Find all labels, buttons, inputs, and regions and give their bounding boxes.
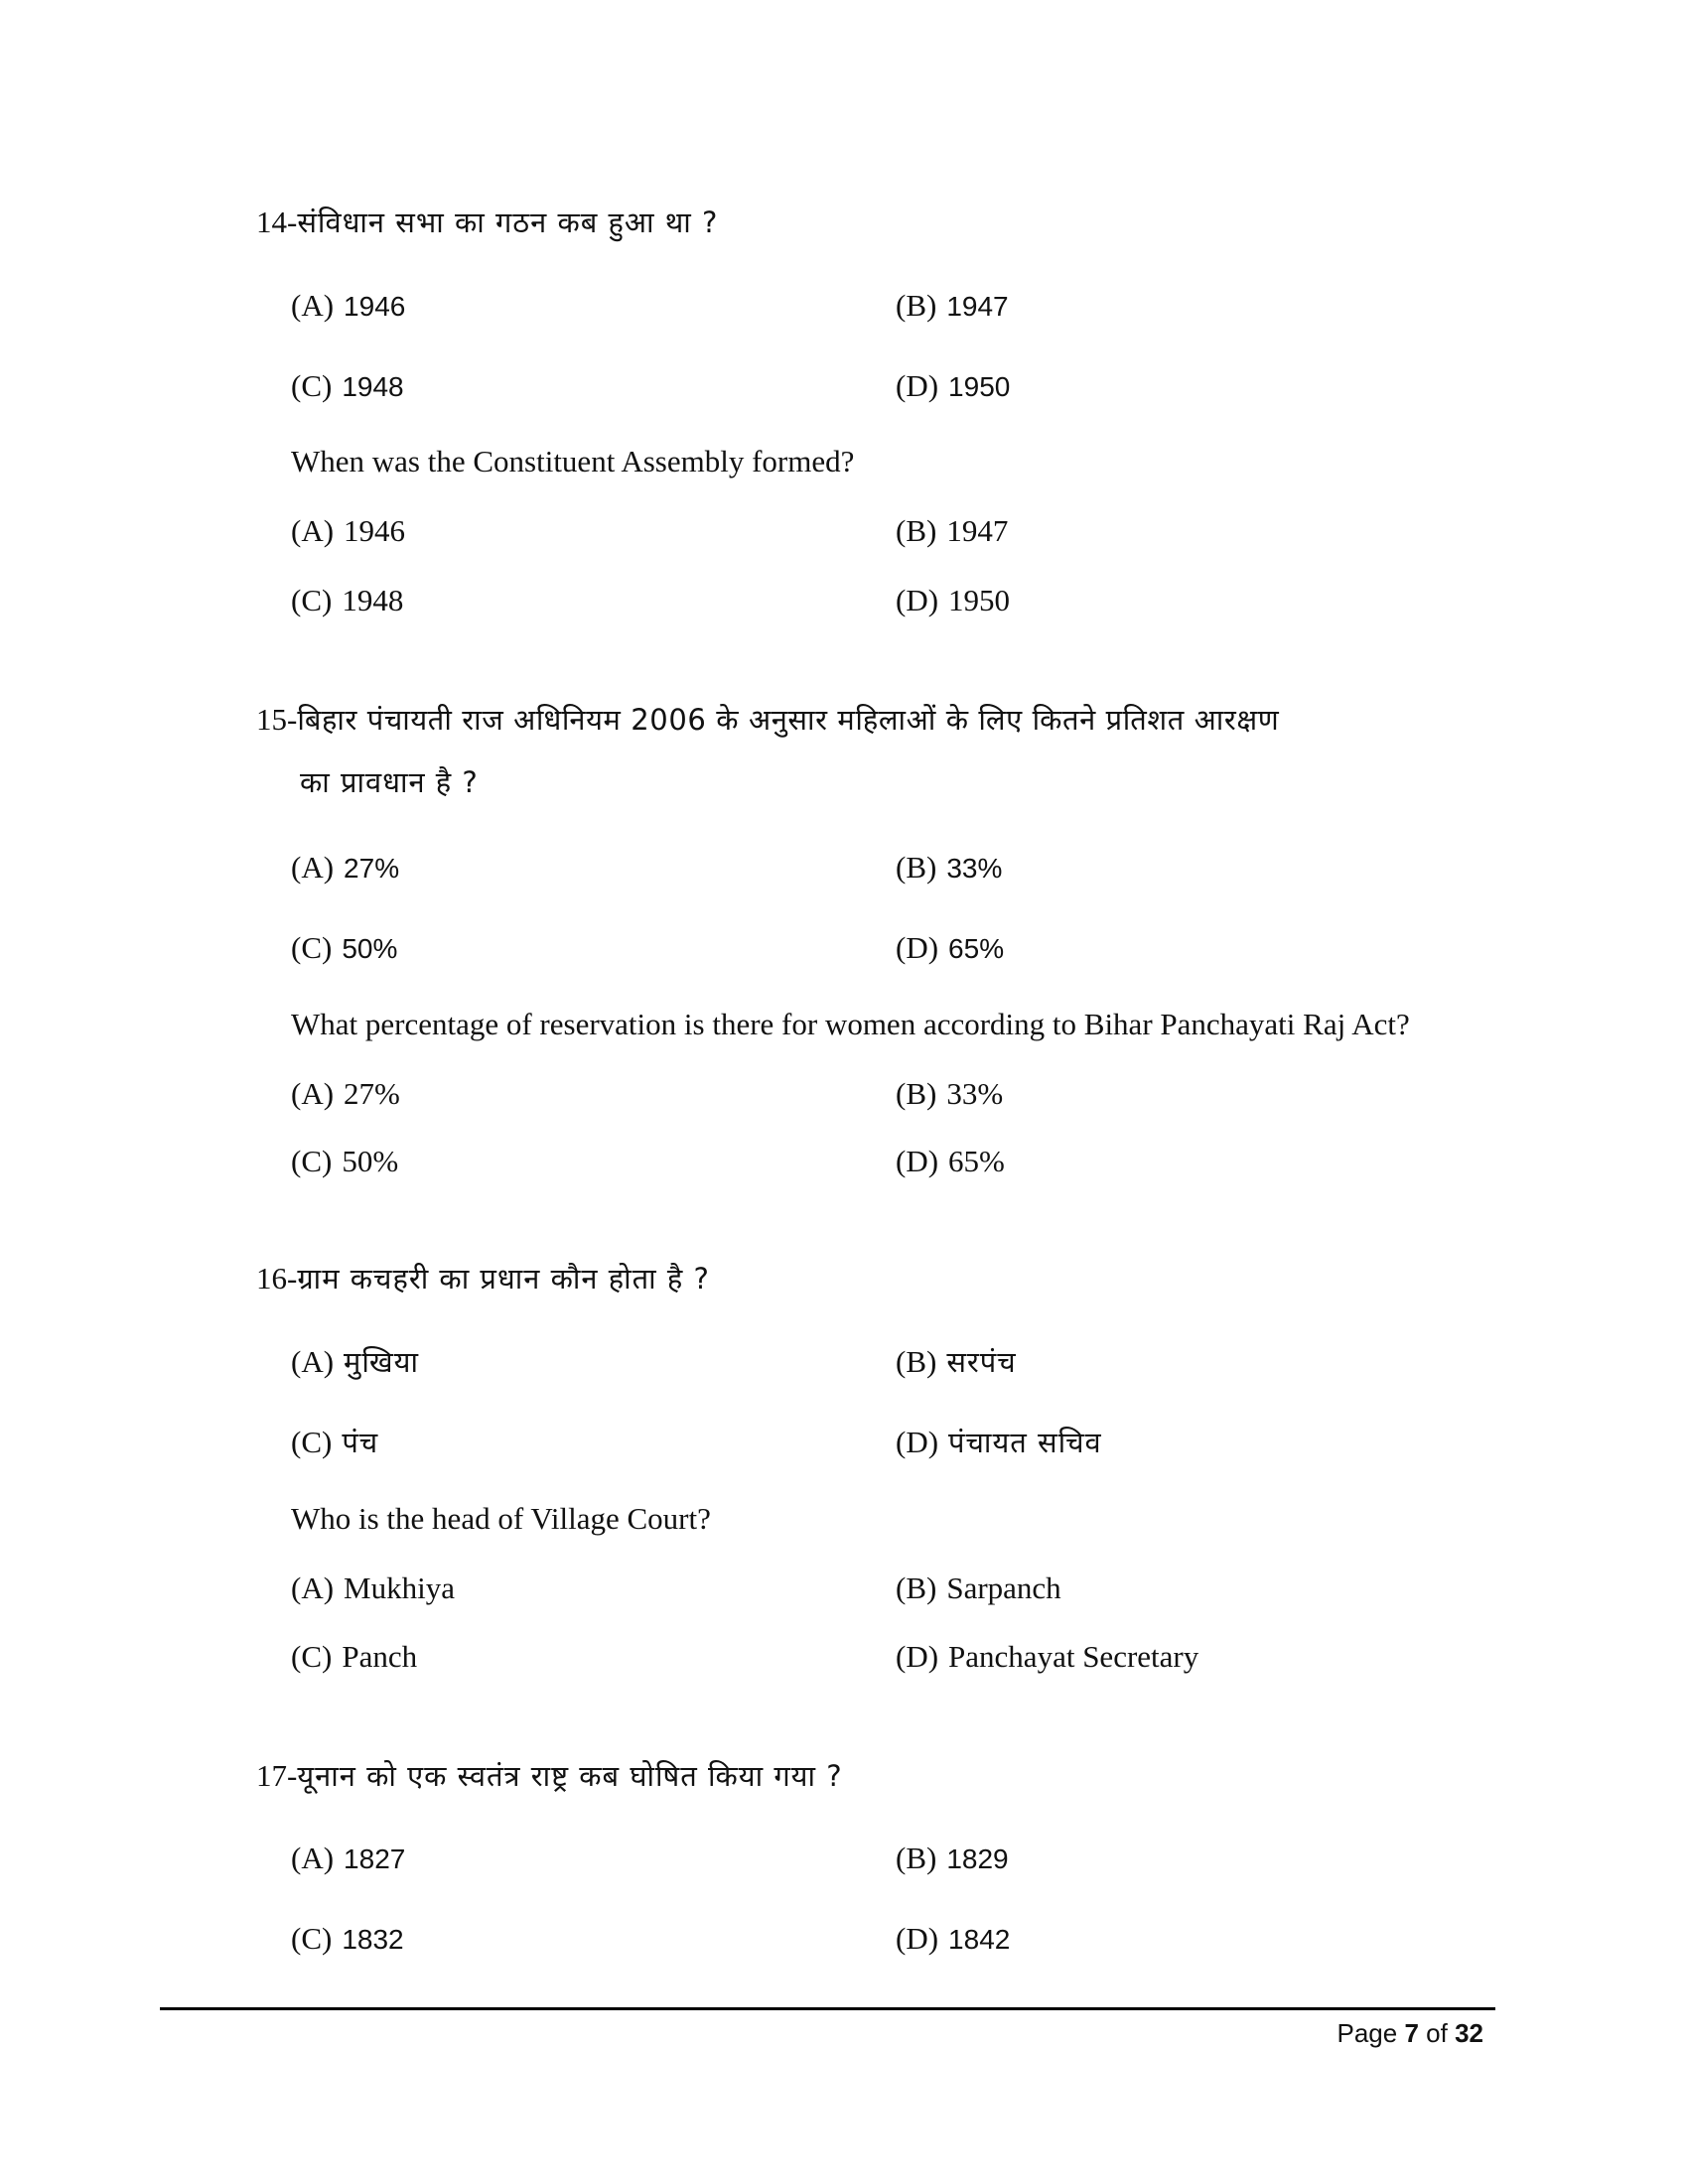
question-16-hindi (256, 1257, 710, 1300)
question-number: 15- (256, 702, 298, 737)
option-c (291, 1917, 404, 1961)
question-14-english: When was the Constituent Assembly formed? (291, 444, 855, 478)
option-part: 1948 (342, 371, 404, 402)
option-a-en (291, 1567, 455, 1610)
option-part: (D) (896, 368, 939, 403)
option-c-en (291, 579, 403, 622)
question-text: बिहार पंचायती राज अधिनियम 2006 के अनुसार महिलाओं के लिए कितने प्रतिशत आरक्षण (297, 703, 1280, 737)
option-part: 1950 (948, 371, 1011, 402)
option-part: Panchayat Secretary (948, 1639, 1199, 1674)
option-part: (C) (291, 1921, 333, 1956)
question-17-hindi (256, 1754, 843, 1798)
option-b-en (896, 1567, 1061, 1610)
option-part: (B) (896, 513, 937, 548)
option-part: पंच (342, 1426, 379, 1459)
question-14-hindi (256, 201, 718, 244)
option-part: (A) (291, 1841, 335, 1875)
option-b (896, 1340, 1017, 1384)
option-part: 65% (948, 1144, 1005, 1178)
option-part: (C) (291, 583, 333, 617)
option-d (896, 1421, 1102, 1464)
question-15-hindi-cont: का प्रावधान है ? (300, 765, 479, 799)
option-part: (B) (896, 288, 937, 323)
option-part: Sarpanch (946, 1570, 1061, 1605)
option-c (291, 364, 404, 408)
option-b-en (896, 509, 1008, 553)
option-part: 32 (1455, 2018, 1483, 2048)
option-part: 1829 (946, 1843, 1009, 1874)
option-part: (A) (291, 1570, 335, 1605)
option-b (896, 284, 1009, 328)
option-b-en (896, 1072, 1003, 1116)
option-part: 1947 (946, 513, 1009, 548)
option-part: मुखिया (344, 1345, 419, 1379)
option-part: (C) (291, 930, 333, 965)
option-part: 1832 (342, 1924, 404, 1955)
option-part: Panch (342, 1639, 418, 1674)
option-part: (A) (291, 1344, 335, 1379)
option-part: 65% (948, 933, 1005, 964)
option-part: (A) (291, 513, 335, 548)
option-part: (D) (896, 930, 939, 965)
question-15-hindi (256, 698, 1279, 742)
option-c-en (291, 1140, 398, 1183)
option-part: of (1426, 2018, 1448, 2048)
option-part: पंचायत सचिव (948, 1426, 1102, 1459)
option-b (896, 1837, 1009, 1880)
option-part: 1948 (342, 583, 404, 617)
option-part: (A) (291, 288, 335, 323)
option-part: (D) (896, 1639, 939, 1674)
option-part: (A) (291, 1076, 335, 1111)
option-part: (D) (896, 1921, 939, 1956)
option-part: 1946 (344, 513, 406, 548)
option-part: (B) (896, 1076, 937, 1111)
option-part: 7 (1404, 2018, 1419, 2048)
option-part: (D) (896, 583, 939, 617)
option-part: Mukhiya (344, 1570, 455, 1605)
option-part: (D) (896, 1144, 939, 1178)
option-part: 50% (342, 1144, 399, 1178)
question-number: 14- (256, 205, 298, 239)
option-part: 33% (946, 853, 1003, 884)
option-part: Page (1336, 2018, 1398, 2048)
page-number (1336, 2015, 1483, 2051)
option-part: 1950 (948, 583, 1011, 617)
footer-divider (160, 2007, 1495, 2010)
option-a (291, 1837, 405, 1880)
option-a (291, 846, 399, 889)
option-part: (B) (896, 1570, 937, 1605)
option-part: सरपंच (946, 1345, 1017, 1379)
option-part: 1947 (946, 291, 1009, 322)
option-part: (C) (291, 1144, 333, 1178)
option-part: (B) (896, 850, 937, 885)
option-a (291, 1340, 419, 1384)
option-part: 1827 (344, 1843, 406, 1874)
option-part: 27% (344, 1076, 400, 1111)
option-d (896, 926, 1004, 970)
question-number: 16- (256, 1261, 298, 1296)
option-d-en (896, 1140, 1005, 1183)
question-text: यूनान को एक स्वतंत्र राष्ट्र कब घोषित किया गया ? (297, 1759, 843, 1793)
option-a (291, 284, 405, 328)
option-part: 27% (344, 853, 400, 884)
option-part: (B) (896, 1841, 937, 1875)
option-d (896, 364, 1010, 408)
option-a-en (291, 1072, 400, 1116)
option-c (291, 926, 397, 970)
option-d-en (896, 579, 1010, 622)
option-b (896, 846, 1002, 889)
question-text: ग्राम कचहरी का प्रधान कौन होता है ? (297, 1262, 710, 1296)
option-c (291, 1421, 378, 1464)
option-part: (D) (896, 1425, 939, 1459)
option-part: 1946 (344, 291, 406, 322)
option-part: 50% (342, 933, 398, 964)
question-text: संविधान सभा का गठन कब हुआ था ? (297, 205, 719, 239)
question-15-english: What percentage of reservation is there for women according to Bihar Panchayati Raj Act? (291, 1007, 1410, 1041)
option-part: 33% (946, 1076, 1004, 1111)
option-d (896, 1917, 1010, 1961)
option-part: (A) (291, 850, 335, 885)
option-c-en (291, 1635, 417, 1679)
question-number: 17- (256, 1758, 298, 1793)
option-part: 1842 (948, 1924, 1011, 1955)
option-part: (C) (291, 368, 333, 403)
option-part: (C) (291, 1639, 333, 1674)
option-part: (C) (291, 1425, 333, 1459)
option-d-en (896, 1635, 1198, 1679)
option-a-en (291, 509, 405, 553)
option-part: (B) (896, 1344, 937, 1379)
question-16-english: Who is the head of Village Court? (291, 1501, 711, 1536)
